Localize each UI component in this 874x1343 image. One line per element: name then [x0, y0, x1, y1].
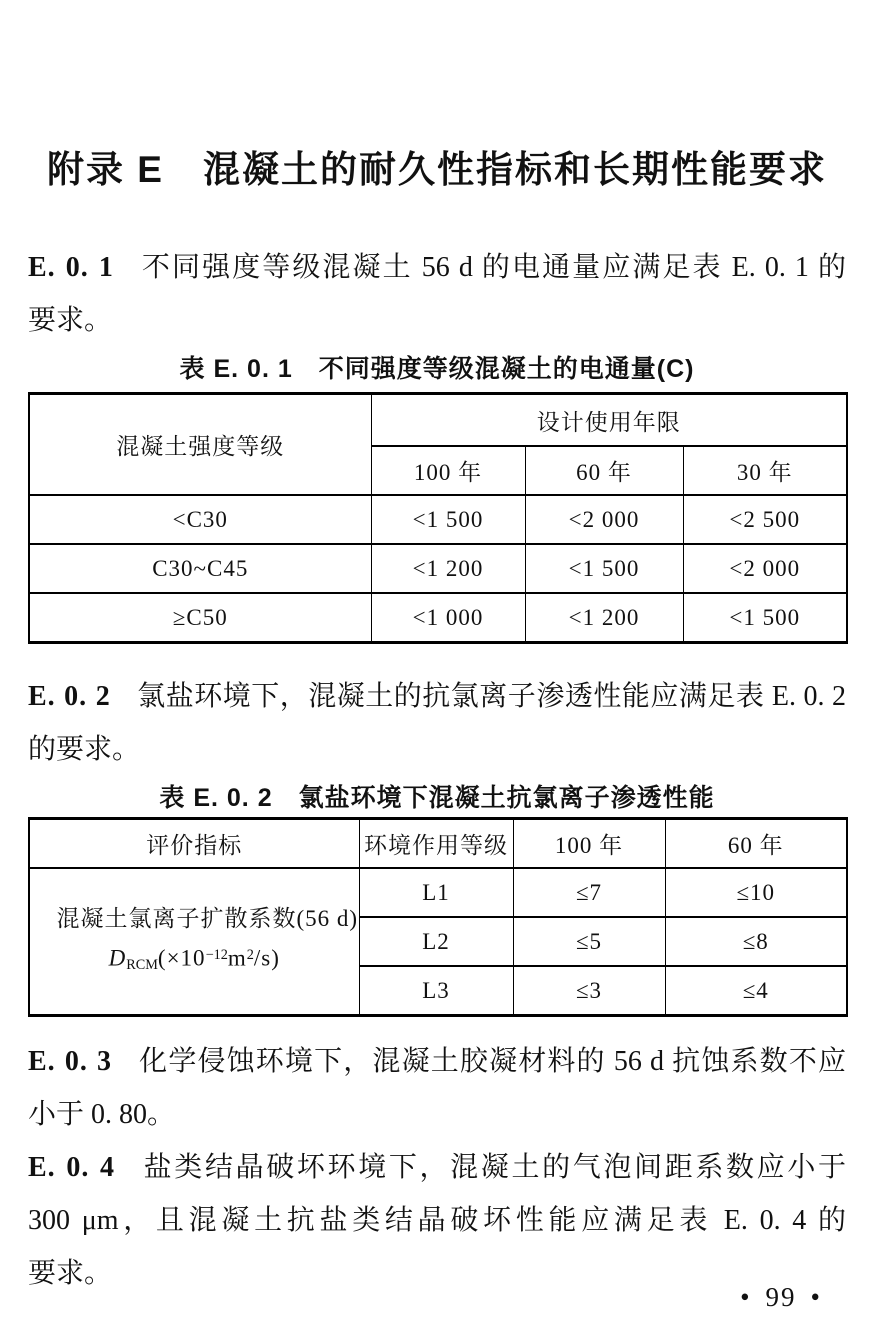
clause-text: 盐类结晶破坏环境下，混凝土的气泡间距系数应小于 — [140, 1152, 846, 1183]
indicator-text: 混凝土氯离子扩散系数(56 d) — [56, 905, 359, 931]
clause-line — [28, 241, 846, 294]
table-row — [29, 593, 847, 643]
formula-exponent: 2 — [246, 946, 254, 963]
cell-grade: C30~C45 — [29, 544, 371, 593]
header-cell-env-level: 环境作用等级 — [359, 819, 513, 869]
cell-value: <1 500 — [683, 593, 847, 643]
clause-line: 300 μm，且混凝土抗盐类结晶破坏性能应满足表 E. 0. 4 的 — [28, 1205, 846, 1236]
table-row — [29, 819, 847, 869]
cell-diffusion-indicator — [29, 868, 359, 1016]
cell-value: ≤3 — [513, 966, 665, 1016]
table-row — [29, 495, 847, 544]
header-cell-30yr: 30 年 — [683, 446, 847, 495]
clause-e-0-4 — [28, 1141, 846, 1300]
cell-value: <1 200 — [525, 593, 683, 643]
clause-text: 不同强度等级混凝土 56 d 的电通量应满足表 E. 0. 1 的 — [139, 252, 846, 283]
page-number-value: 99 — [765, 1282, 797, 1312]
cell-value: <1 500 — [525, 544, 683, 593]
table-row — [29, 394, 847, 447]
table-e-0-1-caption: 表 E. 0. 1 不同强度等级混凝土的电通量(C) — [179, 355, 695, 383]
formula-subscript: RCM — [126, 956, 158, 973]
header-cell-indicator: 评价指标 — [29, 819, 359, 869]
clause-number: E. 0. 2 — [28, 681, 111, 712]
page-number-dot: • — [810, 1282, 822, 1312]
formula-text: /s) — [253, 944, 280, 970]
cell-value: <1 000 — [371, 593, 525, 643]
page-title: 附录 E 混凝土的耐久性指标和长期性能要求 — [47, 149, 827, 190]
cell-grade: ≥C50 — [29, 593, 371, 643]
clause-text: 化学侵蚀环境下，混凝土胶凝材料的 56 d 抗蚀系数不应 — [138, 1046, 846, 1077]
clause-number: E. 0. 4 — [28, 1152, 115, 1183]
header-cell-grade: 混凝土强度等级 — [29, 394, 371, 496]
formula-text: (×10 — [157, 944, 206, 970]
clause-line: 的要求。 — [28, 734, 141, 765]
clause-e-0-2 — [28, 670, 846, 776]
cell-grade: <C30 — [29, 495, 371, 544]
header-cell-service-life: 设计使用年限 — [371, 394, 847, 447]
clause-number: E. 0. 3 — [28, 1046, 112, 1077]
header-cell-100yr: 100 年 — [513, 819, 665, 869]
cell-value: <1 500 — [371, 495, 525, 544]
clause-line: 要求。 — [28, 1258, 113, 1289]
cell-value: ≤8 — [665, 917, 847, 966]
page-number — [740, 1282, 822, 1313]
cell-value: <2 000 — [683, 544, 847, 593]
cell-value: <1 200 — [371, 544, 525, 593]
table-e-0-1 — [28, 392, 848, 644]
clause-line: 要求。 — [28, 305, 113, 336]
cell-level: L2 — [359, 917, 513, 966]
clause-line — [28, 1141, 846, 1194]
clause-line: 小于 0. 80。 — [28, 1099, 176, 1130]
cell-value: ≤7 — [513, 868, 665, 917]
cell-value: <2 000 — [525, 495, 683, 544]
formula-unit: m — [227, 944, 247, 970]
header-cell-60yr: 60 年 — [665, 819, 847, 869]
cell-level: L1 — [359, 868, 513, 917]
cell-level: L3 — [359, 966, 513, 1016]
indicator-formula — [30, 937, 359, 983]
formula-exponent: −12 — [205, 946, 228, 963]
header-cell-100yr: 100 年 — [371, 446, 525, 495]
formula-symbol: D — [108, 944, 127, 970]
clause-line — [28, 1035, 846, 1088]
page-number-dot: • — [740, 1282, 752, 1312]
header-cell-60yr: 60 年 — [525, 446, 683, 495]
table-e-0-2-caption: 表 E. 0. 2 氯盐环境下混凝土抗氯离子渗透性能 — [159, 784, 715, 812]
clause-text: 氯盐环境下，混凝土的抗氯离子渗透性能应满足表 E. 0. 2 — [136, 681, 846, 712]
cell-value: ≤10 — [665, 868, 847, 917]
clause-e-0-3 — [28, 1035, 846, 1141]
clause-number: E. 0. 1 — [28, 252, 114, 283]
cell-value: ≤4 — [665, 966, 847, 1016]
cell-value: ≤5 — [513, 917, 665, 966]
clause-e-0-1 — [28, 241, 846, 347]
table-row — [29, 868, 847, 917]
table-e-0-2 — [28, 817, 848, 1017]
cell-value: <2 500 — [683, 495, 847, 544]
table-row — [29, 544, 847, 593]
clause-line — [28, 670, 846, 723]
